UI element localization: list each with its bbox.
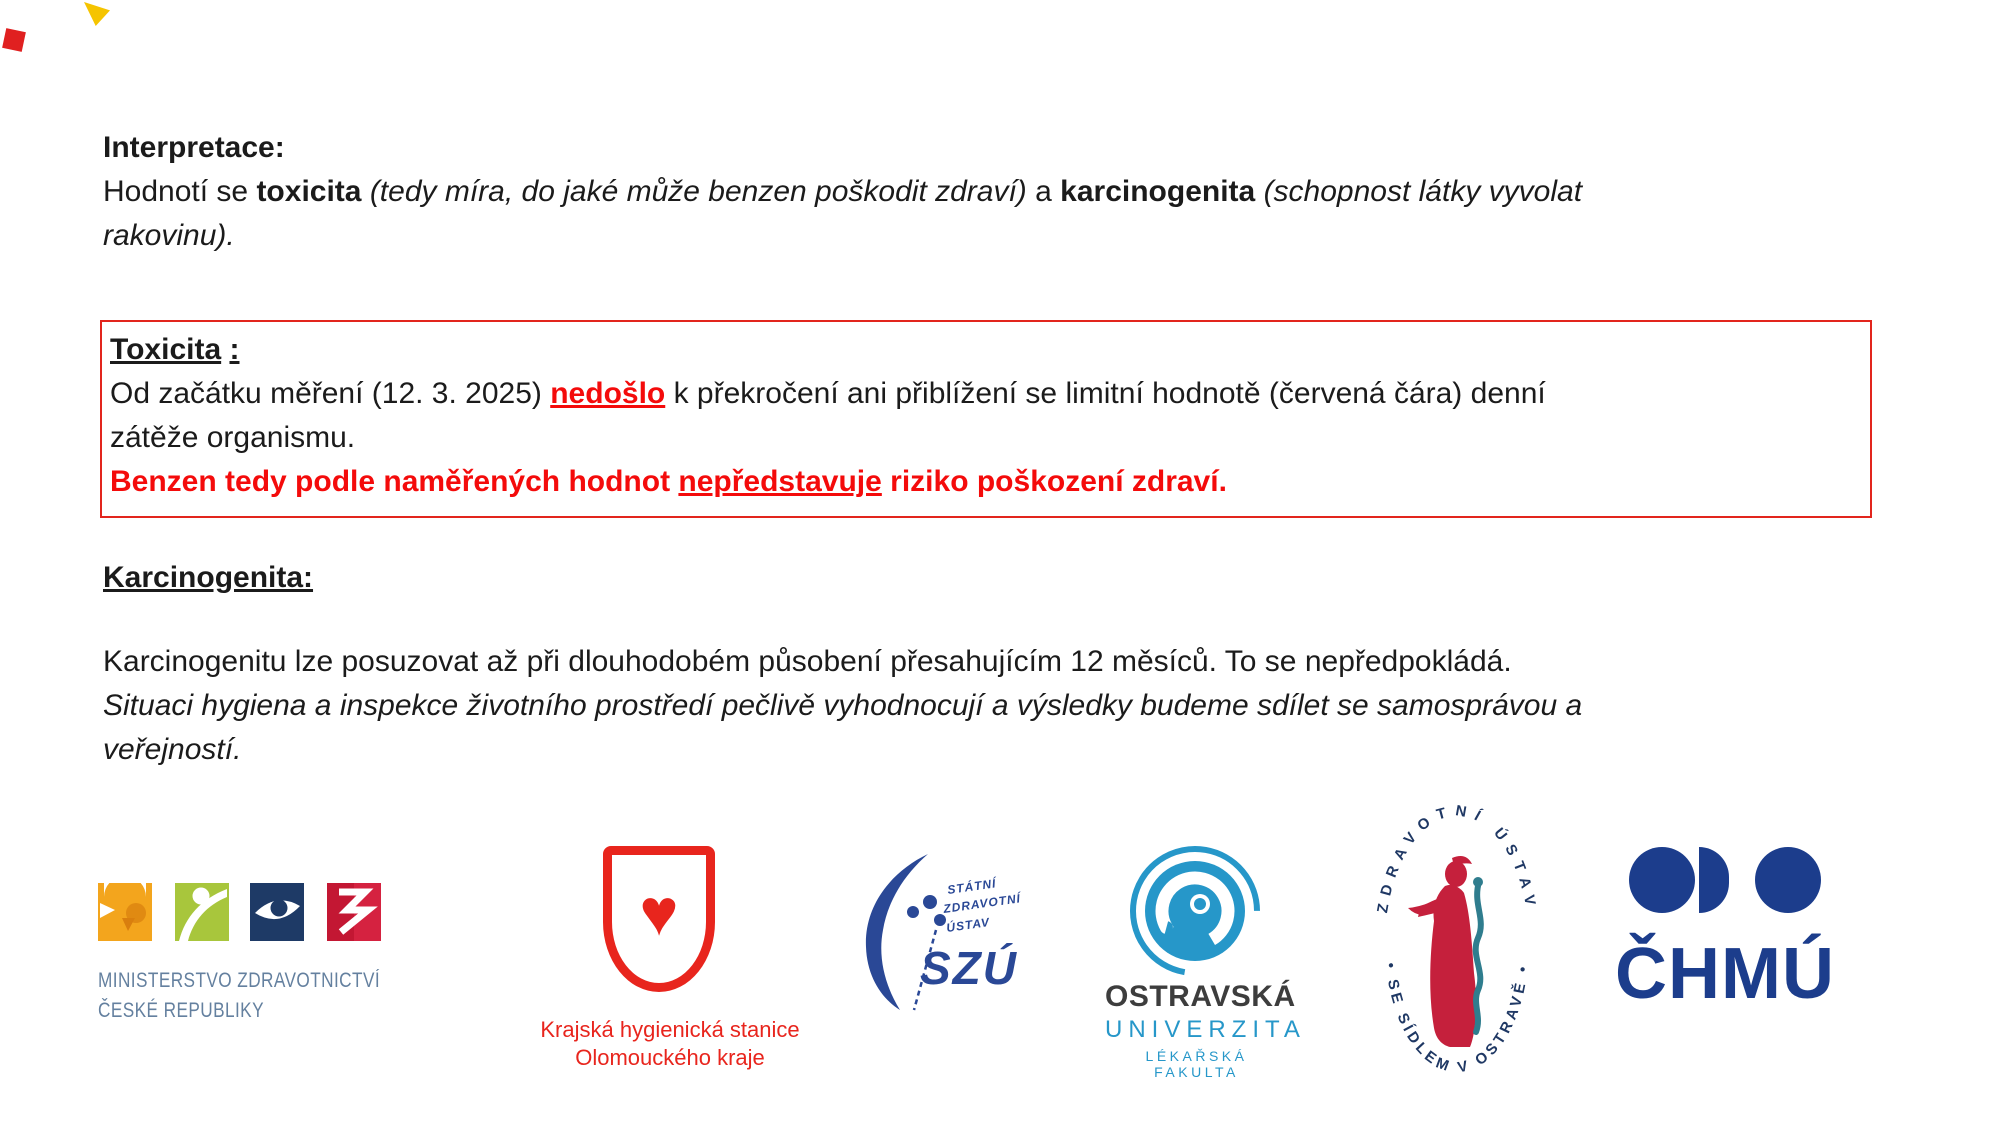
decorative-yellow-fragment <box>84 2 110 26</box>
chmu-acronym: ČHMÚ <box>1615 934 1835 1014</box>
szu-acronym: SZÚ <box>920 942 1018 994</box>
toxicita-box <box>100 320 1872 518</box>
text-run: toxicita <box>256 175 362 208</box>
text-run: a <box>1026 175 1061 208</box>
osu-name2: UNIVERZITA <box>1105 1016 1306 1043</box>
khs-caption <box>535 1016 805 1072</box>
ministry-caption-line1: MINISTERSTVO ZDRAVOTNICTVÍ <box>98 969 381 992</box>
szu-small-text3: ÚSTAV <box>945 914 991 935</box>
khs-caption-line2: Olomouckého kraje <box>575 1045 765 1070</box>
logo-ostrava-university <box>1105 843 1306 1080</box>
logo-szu <box>850 852 1030 1022</box>
text-run: k překročení ani přiblížení se limitní hodnotě (červená čára) denní <box>665 377 1546 410</box>
zu-snake-icon <box>1476 886 1481 1032</box>
text-run: nedošlo <box>550 377 666 410</box>
text-run: karcinogenita <box>1060 175 1256 208</box>
chmu-circle-left-icon <box>1629 847 1695 913</box>
text-line <box>103 728 1582 772</box>
text-run: Hodnotí se <box>103 175 257 208</box>
decorative-red-fragment <box>2 28 26 52</box>
zu-arc-bottom-text: • SE SÍDLEM V OSTRAVĚ • <box>1381 961 1533 1077</box>
text-line <box>103 640 1582 684</box>
text-run: veřejností. <box>103 733 242 766</box>
text-line <box>103 170 1582 214</box>
toxicita-heading <box>110 328 1856 372</box>
text-line <box>110 372 1856 416</box>
interpretace-heading: Interpretace: <box>103 131 285 164</box>
text-run: nepředstavuje <box>678 465 882 498</box>
szu-small-text1: STÁTNÍ <box>946 876 998 897</box>
zu-seal-icon <box>1372 796 1547 1091</box>
heart-icon: ♥ <box>639 875 679 949</box>
khs-shield-icon <box>603 846 715 992</box>
text-run: Benzen tedy podle naměřených hodnot <box>110 465 679 498</box>
karcinogenita-heading: Karcinogenita: <box>103 561 314 594</box>
text-run <box>361 175 369 208</box>
text-run: Karcinogenitu lze posuzovat až při dlouhodobém působení přesahujícím 12 měsíců. To se nepředpokládá. <box>103 645 1512 678</box>
karcinogenita-section <box>103 640 1582 772</box>
text-run: riziko poškození zdraví. <box>881 465 1227 498</box>
ministry-caption-line2: ČESKÉ REPUBLIKY <box>98 999 264 1022</box>
chmu-halfdisc-icon <box>1699 847 1729 913</box>
text-line <box>103 214 1582 258</box>
zu-figure-icon <box>1408 856 1476 1047</box>
logo-ministry-of-health <box>98 883 408 1026</box>
szu-small-text2: ZDRAVOTNÍ <box>942 891 1022 916</box>
text-run: Toxicita <box>110 333 222 366</box>
text-line <box>110 416 1856 460</box>
interpretace-section <box>103 126 1582 258</box>
osu-faculty: LÉKAŘSKÁ FAKULTA <box>1145 1048 1248 1080</box>
szu-logo-icon <box>850 852 1030 1017</box>
text-run: (schopnost látky vyvolat <box>1263 175 1583 208</box>
logo-chmu <box>1600 845 1850 1015</box>
osu-name: OSTRAVSKÁ <box>1105 980 1296 1013</box>
toxicita-conclusion-line <box>110 460 1856 504</box>
osu-spiral-icon <box>1123 843 1268 981</box>
karcinogenita-heading-block <box>103 556 313 600</box>
ministry-tiles-icon <box>98 883 383 941</box>
text-run <box>1255 175 1263 208</box>
text-run: zátěže organismu. <box>110 421 356 454</box>
khs-caption-line1: Krajská hygienická stanice <box>540 1017 800 1042</box>
chmu-circle-right-icon <box>1755 847 1821 913</box>
text-run: (tedy míra, do jaké může benzen poškodit zdraví) <box>369 175 1027 208</box>
ministry-caption <box>98 966 381 1026</box>
text-line <box>103 684 1582 728</box>
zu-arc-top-text: ZDRAVOTNÍ ÚSTAV <box>1374 802 1540 915</box>
text-run: rakovinu). <box>103 219 235 252</box>
logo-zdravotni-ustav <box>1372 796 1547 1096</box>
text-run: Od začátku měření (12. 3. 2025) <box>110 377 551 410</box>
text-run: Situaci hygiena a inspekce životního prostředí pečlivě vyhodnocují a výsledky budeme sdílet se samosprávou a <box>103 689 1583 722</box>
text-run: : <box>229 333 240 366</box>
chmu-mark-icon <box>1600 845 1850 915</box>
